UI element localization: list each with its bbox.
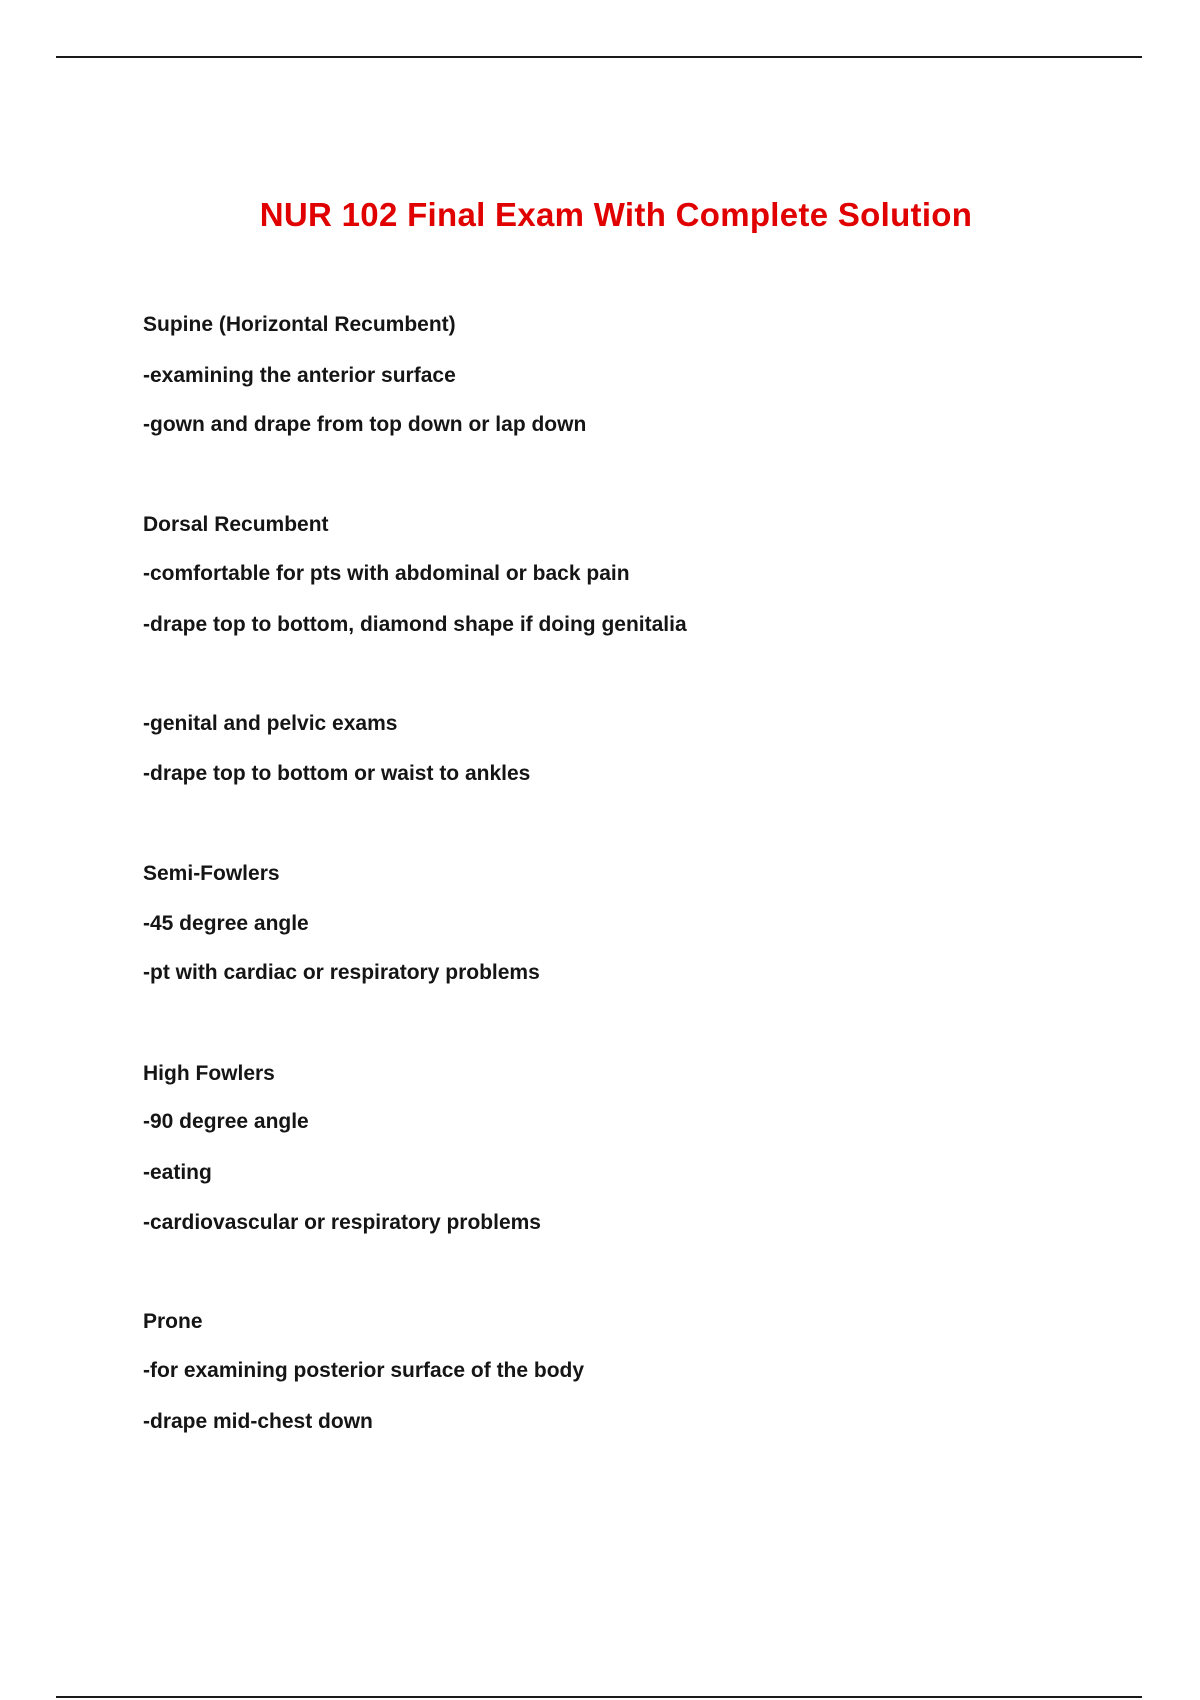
list-item: -examining the anterior surface: [143, 364, 456, 387]
list-item: -drape top to bottom or waist to ankles: [143, 762, 531, 785]
list-item: -cardiovascular or respiratory problems: [143, 1211, 541, 1234]
top-rule: [56, 56, 1142, 58]
list-item: -90 degree angle: [143, 1110, 309, 1133]
section-heading-high-fowlers: High Fowlers: [143, 1062, 275, 1085]
section-heading-semi-fowlers: Semi-Fowlers: [143, 862, 280, 885]
list-item: -genital and pelvic exams: [143, 712, 398, 735]
section-heading-dorsal-recumbent: Dorsal Recumbent: [143, 513, 329, 536]
section-heading-prone: Prone: [143, 1310, 203, 1333]
list-item: -eating: [143, 1161, 212, 1184]
list-item: -comfortable for pts with abdominal or back pain: [143, 562, 630, 585]
document-title: NUR 102 Final Exam With Complete Solution: [259, 196, 973, 233]
list-item: -pt with cardiac or respiratory problems: [143, 961, 540, 984]
section-heading-supine: Supine (Horizontal Recumbent): [143, 313, 456, 336]
list-item: -for examining posterior surface of the body: [143, 1359, 585, 1382]
list-item: -drape mid-chest down: [143, 1410, 373, 1433]
list-item: -gown and drape from top down or lap down: [143, 413, 587, 436]
list-item: -45 degree angle: [143, 912, 309, 935]
bottom-rule: [56, 1696, 1142, 1698]
list-item: -drape top to bottom, diamond shape if doing genitalia: [143, 613, 687, 636]
